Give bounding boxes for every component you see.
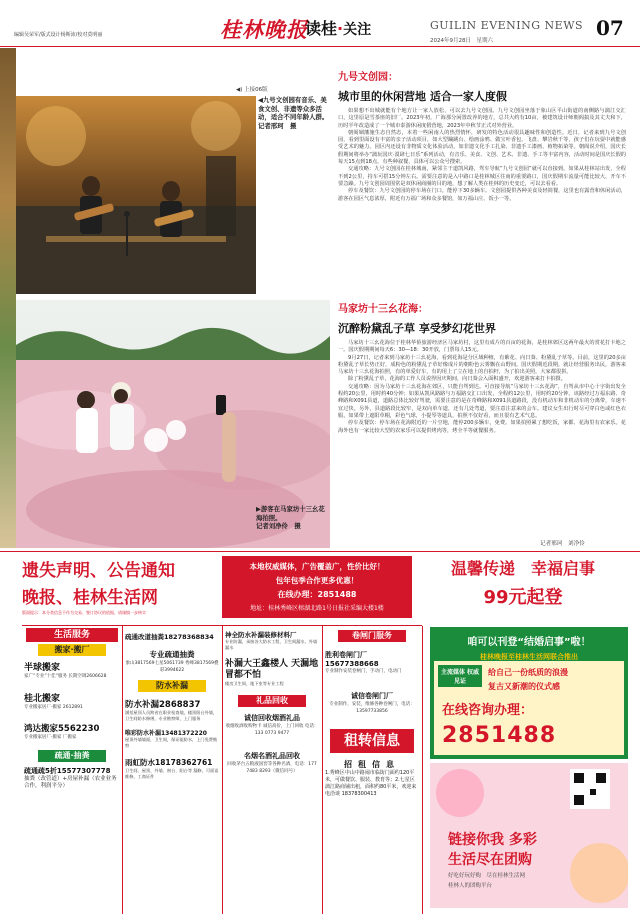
- drain-item-text: 抽粪（改管道）+房屋补漏（农业业务合作，利润平分）: [24, 776, 117, 789]
- credits: 编辑吴荣军/版式设计杨斯沛/校对莫明丽: [14, 32, 103, 38]
- groupbuy-ad-line3: 好吃好玩好购 尽在桂林生活网: [448, 873, 526, 879]
- moving-item-1-text: 家广“专业”十佳“服务 长期空调2606628: [24, 674, 107, 679]
- wedding-ad-line3: 主流媒体 权威见证: [438, 665, 482, 687]
- newspaper-logo: 桂林晚报: [220, 17, 308, 42]
- col4-item-1: [322, 646, 422, 679]
- moving-item-1-title: 半球搬家: [24, 663, 61, 673]
- col4-item-1-text: 专业制作安装卷闸门，手动门，电动门: [325, 669, 402, 674]
- col3-item-1: [222, 626, 322, 655]
- groupbuy-ad-line2: 生活尽在团购: [448, 852, 532, 868]
- ad-banner: [0, 551, 640, 622]
- ad-banner-left-line1: 遗失声明、公告通知: [22, 561, 175, 581]
- ad-banner-mid-line3: 在线办理：2851488: [277, 590, 357, 599]
- ad-banner-right-line2: 99元起登: [483, 587, 563, 608]
- left-decorative-strip: [0, 48, 16, 548]
- groupbuy-ad-line4: 桂林人的团购平台: [448, 883, 493, 889]
- col3-item-4: [222, 739, 322, 777]
- section-dot: ·: [337, 19, 344, 38]
- col3-item-2-title: 补漏大王鑫楼人 天漏地冒都不怕: [225, 659, 319, 680]
- article-1-para-1: 如果想不出城就能有个地方让一家人放松，可以去九号文创园。九号文创园坐落于象山区平山街道的南侧路与漓江交汇口，这里原是雪茶座的旧厂。2023年初，广海那分闲置改养的地方，总共大约有10亩，被建筑设计师朝阁搞及其丈夫和下，历时半年改造成了一个城市泰游休闲度假营地，2023年中秋节正式对外营业。: [338, 108, 626, 129]
- wedding-ad-inner: [434, 661, 624, 755]
- ad-banner-mid: [222, 556, 412, 618]
- moving-item-3-text: 专业搬家居厂·搬家 厂搬家: [24, 735, 77, 740]
- wedding-ad: [430, 627, 628, 759]
- life-service-header: 生活服务: [26, 628, 118, 642]
- page-header: [0, 0, 640, 47]
- caption-top-text: ◀九号文创园有音乐、美食文创、非遗等众多活动，适合不同年龄人群。: [258, 96, 329, 122]
- classified-col-1: [22, 626, 123, 914]
- article-1-kicker: 九号文创园：: [338, 72, 398, 83]
- waterproof-header: 防水补漏: [138, 680, 206, 692]
- article-2-credit: 记者邢珂 刘净伶: [540, 541, 585, 547]
- wedding-ad-phone: 2851488: [442, 723, 557, 748]
- groupbuy-ad-line1: 链接你我 多彩: [448, 832, 537, 848]
- col2-item-3: [122, 696, 222, 724]
- continued-note: [236, 85, 268, 93]
- moving-header: 搬家·搬厂: [38, 644, 106, 656]
- ad-banner-left: [22, 556, 222, 618]
- col3-item-1-title: 神全防水补漏装修材料厂: [225, 631, 297, 639]
- moving-item-3: [22, 712, 122, 742]
- section-name: [305, 16, 371, 39]
- col3-item-2-text: 楼房卫生间、地下室等专业工程: [225, 681, 284, 686]
- moving-item-2: [22, 681, 122, 712]
- moving-item-3-title: 鸿达搬家5562230: [24, 724, 100, 734]
- col3-item-4-title: 名烟名酒礼品回收: [244, 752, 300, 760]
- music-photo-illustration: [16, 96, 256, 294]
- article-1-headline: 城市里的休闲营地 适合一家人度假: [338, 90, 507, 103]
- col3-item-3: [222, 711, 322, 739]
- article-2-headline: 沉醉粉黛乱子草 享受梦幻花世界: [338, 322, 496, 335]
- classified-col-3: [222, 626, 323, 914]
- col3-item-1-text: 专业防漏，承接各大防水工程，卫生间漏水，外墙漏水: [225, 639, 318, 650]
- groupbuy-ad: [430, 763, 628, 908]
- article-2-kicker: 马家坊十三幺花海：: [338, 304, 428, 315]
- gift-header: 礼品回收: [238, 695, 306, 707]
- article-1-body: [338, 108, 626, 203]
- article-2-para-3: 除了粉黛乱子草，花海的工作人员说得因庆期间，向日葵会入面积盛开，欢迎游客来打卡拍摄。: [348, 376, 566, 383]
- caption-bottom-credit: 记者刘净伶 摄: [256, 522, 301, 531]
- drain-item: [22, 764, 122, 792]
- col2-item-4: [122, 724, 222, 753]
- col2-item-4-title: 唯彩防水补漏13481372220: [125, 730, 207, 737]
- article-1: [338, 68, 626, 203]
- col4-item-2-text: 专业制作，安装，维修各种卷闸门，电话：13597733856: [329, 702, 415, 714]
- photo-caption-bottom: [256, 505, 330, 531]
- col2-item-5-text: 卫生间、屋顶、外墙、窗台、阳台等 漏修，可面谈维修，工商证件: [125, 768, 219, 779]
- col3-item-4-text: 回收茅台五粮液国窖等各种名酒，电话：177 7483 8293（微信同号）: [227, 762, 317, 774]
- col2-item-4-text: 屋顶外墙墙面，卫生间，保证能防水，上门免费勘察: [125, 737, 218, 748]
- column-label: 关注: [343, 22, 372, 38]
- section-label: 读桂: [305, 19, 338, 38]
- continued-label: 上接06版: [244, 87, 268, 93]
- ad-banner-right: [418, 556, 628, 618]
- classifieds-area: [22, 625, 422, 914]
- article-1-para-3: 交通攻略：九号文创园在桂林城南，紧邻主干道凯风路，驾车导航“九号文创园”就可以直接到。如果从桂林站出发，全程不到2公里，持车可搭15分钟左右。需要注意的是入中路口是桂林城区往南的重要路口，国庆假期车流量可能比较大，开车不要急躁。九号文创园周围常是双休闲商圈的目的地，想了解人类在桂林的历史变迁，可以去看看。: [338, 166, 626, 187]
- ad-banner-right-line1: 温馨传递 幸福启事: [450, 559, 595, 578]
- col2-item-3-text: 涵括屋顶人员跨省在职业检查地，楼顶阳台外墙，卫生间防水修缮，专业勘察师，上门服务: [125, 710, 218, 721]
- drain-item-title: 疏通疏5折15577307778: [24, 767, 111, 775]
- col4-item-3-text: 1.秀峰区中山中路闹市临街门面约120平米，可做餐饮、服装、教育等；2.七星区漓江路商铺出租，面积约80平米，欢迎来电洽谈 18378300413: [325, 770, 417, 797]
- music-photo: [16, 96, 256, 294]
- article-2-body: [338, 340, 626, 435]
- rent-header: 租转信息: [330, 729, 414, 753]
- caption-top-credit: 记者邢珂 摄: [258, 121, 297, 130]
- col4-item-3: [322, 757, 422, 800]
- ad-banner-mid-line4: 地址：桂林秀峰区榕湖北路1号日报社采编大楼1楼: [250, 605, 384, 612]
- col4-item-3-title: 招租信息: [344, 760, 400, 769]
- wedding-ad-line1: 咱可以刊登“结婚启事”啦！: [467, 637, 591, 648]
- article-2-para-4: 交通攻略：因为马家坊十三幺花海在郊区，只能自驾到达。可直接导航“马家坊十三幺花海”，自驾从市中心十字街出发全程约20公里，用时约40分钟；如果从凯风路路与万福路交汇口出发，全程约12公里，用时约20分钟。该路经过万福东路、奇峰路和X091县道，道路总体比较好驾驶，需要注意的是在奇峰路和X091县道路段，没有机动车和非机动车的分离带，车速不宜过快。另外，县道路段比较窄，是双向单车道，还有几处弯道，要注意注意来的会车。建议女生出行时尽可穿白色或红色衣服，如果带上遮阳草帽，彩色气球，小提琴等道具，拍照不仅好看，而且很有艺术气息。: [338, 383, 626, 419]
- classified-col-4: [322, 626, 423, 914]
- col2-item-2-text: 象山3817569七星5061739 秀峰3817569叠彩3994622: [125, 661, 219, 673]
- wedding-ad-line6: 在线咨询办理：: [442, 703, 534, 718]
- col2-item-2: [122, 647, 222, 676]
- moving-item-2-title: 桂北搬家: [24, 694, 61, 704]
- moving-item-2-text: 专业搬家居厂·搬家 2612891: [24, 705, 83, 710]
- drain-header: 疏通·抽粪: [38, 750, 106, 762]
- wedding-ad-line2: 桂林晚报至桂林生活网联合推出: [480, 653, 578, 661]
- ad-banner-mid-line2: 包年包季合作更多优惠！: [275, 576, 359, 585]
- photo-caption-top: [258, 96, 330, 130]
- col3-item-2: [222, 655, 322, 691]
- col4-item-2: [322, 679, 422, 717]
- col3-item-3-title: 诚信回收烟酒礼品: [244, 714, 300, 722]
- article-2-para-5: 停车及餐饮：停车场在花海附近的一片空地，能停200多辆车，免费。如果拍照累了想吃饭，家都、花海里有农家乐。花海外也有一家比较大型的农家乐可以提供烤肉等，烤全羊等就餐服务。: [338, 420, 626, 434]
- moving-item-1: [22, 658, 122, 681]
- col4-item-2-title: 诚信卷闸门厂: [351, 692, 393, 700]
- article-2: [338, 300, 626, 435]
- wedding-ad-line5: 复古又新潮的仪式感: [488, 682, 560, 691]
- col2-item-1: 疏通改道抽粪18278368834: [125, 633, 214, 641]
- article-2-para-2: 9月27日，记者来到马家坊十三幺花海，看到花海是分区域种植，有紫花、向日葵、粉黛乱子草等。目前，这里的20多亩粉黛乱子草长势正好，成粉色的粉黛乱子草好像成片的朝粉色云雾飘在山野间。国庆假期近段期，就让经营服务出民，游客来马家坊十三幺花海拍照，有的单爱好车，有的用上了立在地上的自拍杆，为了拍出美照，大家都很拼。: [338, 354, 626, 376]
- shutter-header: 卷闸门服务: [338, 630, 406, 642]
- col3-item-3-text: 收烟收酒收购物卡 诚信高价，上门回收 电话：133 0773 9477: [225, 724, 319, 736]
- ad-banner-left-note: 版面提示：本分类信息不作为交易、签订协议的依据，请谨慎一步核实: [22, 610, 146, 615]
- page-number: 07: [596, 16, 624, 40]
- col4-item-1-title: 胜利卷闸门厂15677388668: [325, 651, 379, 668]
- col2-item-2-title: 专业疏通抽粪: [149, 650, 195, 659]
- col2-item-5-title: 雨虹防水18178362761: [125, 758, 213, 767]
- ad-banner-left-line2: 晚报、桂林生活网: [22, 588, 158, 608]
- wedding-ad-line4: 给自己一份纸质的浪漫: [488, 668, 568, 677]
- article-2-para-1: 马家坊十三幺花海位于桂林华侨旅游经济区马家坊村，这里有成片的百亩的花海，是桂林郊区这两年最火的赏花打卡地之一。国庆假期期间每天6：30—18：30开放，门票每人15元。: [338, 340, 626, 354]
- ad-banner-mid-line1: 本地权威媒体，广告覆盖广，性价比好！: [249, 562, 385, 571]
- caption-bottom-text: ▶游客在马家坊十三幺花海拍照。: [256, 505, 325, 522]
- classified-col-2: [122, 626, 223, 914]
- issue-date: 2024年9月28日 星期六: [430, 38, 493, 44]
- speaker-icon: ◀): [236, 87, 243, 93]
- col2-item-5: [122, 753, 222, 784]
- article-1-para-2: 朝阁姻藩施生态自然态，本着一些闲南人的热烈情怀，研发的特色活动很具趣味性和创造性。近日，记者来到九号文创园，看到里面设有丰富的亲子活动项目，如大型蹦跳台、绘画涂鸦、做宝叶香包、飞盘、攀岩秋千等，孩子们在玩耍中就能感受艺术的魅力。园区内还设有非物质文化体验活动，如非遗文化手工扎染、非遗手工漆画、植物拓染等。朝阁说介绍，国庆长假期间将举办“漓玩国庆·漠肆七日乐”系列活动，有音乐、美食、文创、艺术、非遗、手工等丰富内容，活动时间是国庆长假的每天15点到18点，有些种叙餐，具体可以公众号搜索。: [338, 129, 626, 166]
- article-1-para-4: 停车及餐饮：九号文创园的停车场在门口，能停下30多辆车。文创园提供各种美食及轻简餐，这里也有露营和休闲活动，游客在园区气息浓厚，附近有万福广场和众多餐馆，如万福山庄、饭小一等。: [338, 188, 626, 202]
- english-title: GUILIN EVENING NEWS: [430, 19, 584, 32]
- col2-item-3-title: 防水补漏2868837: [125, 700, 201, 710]
